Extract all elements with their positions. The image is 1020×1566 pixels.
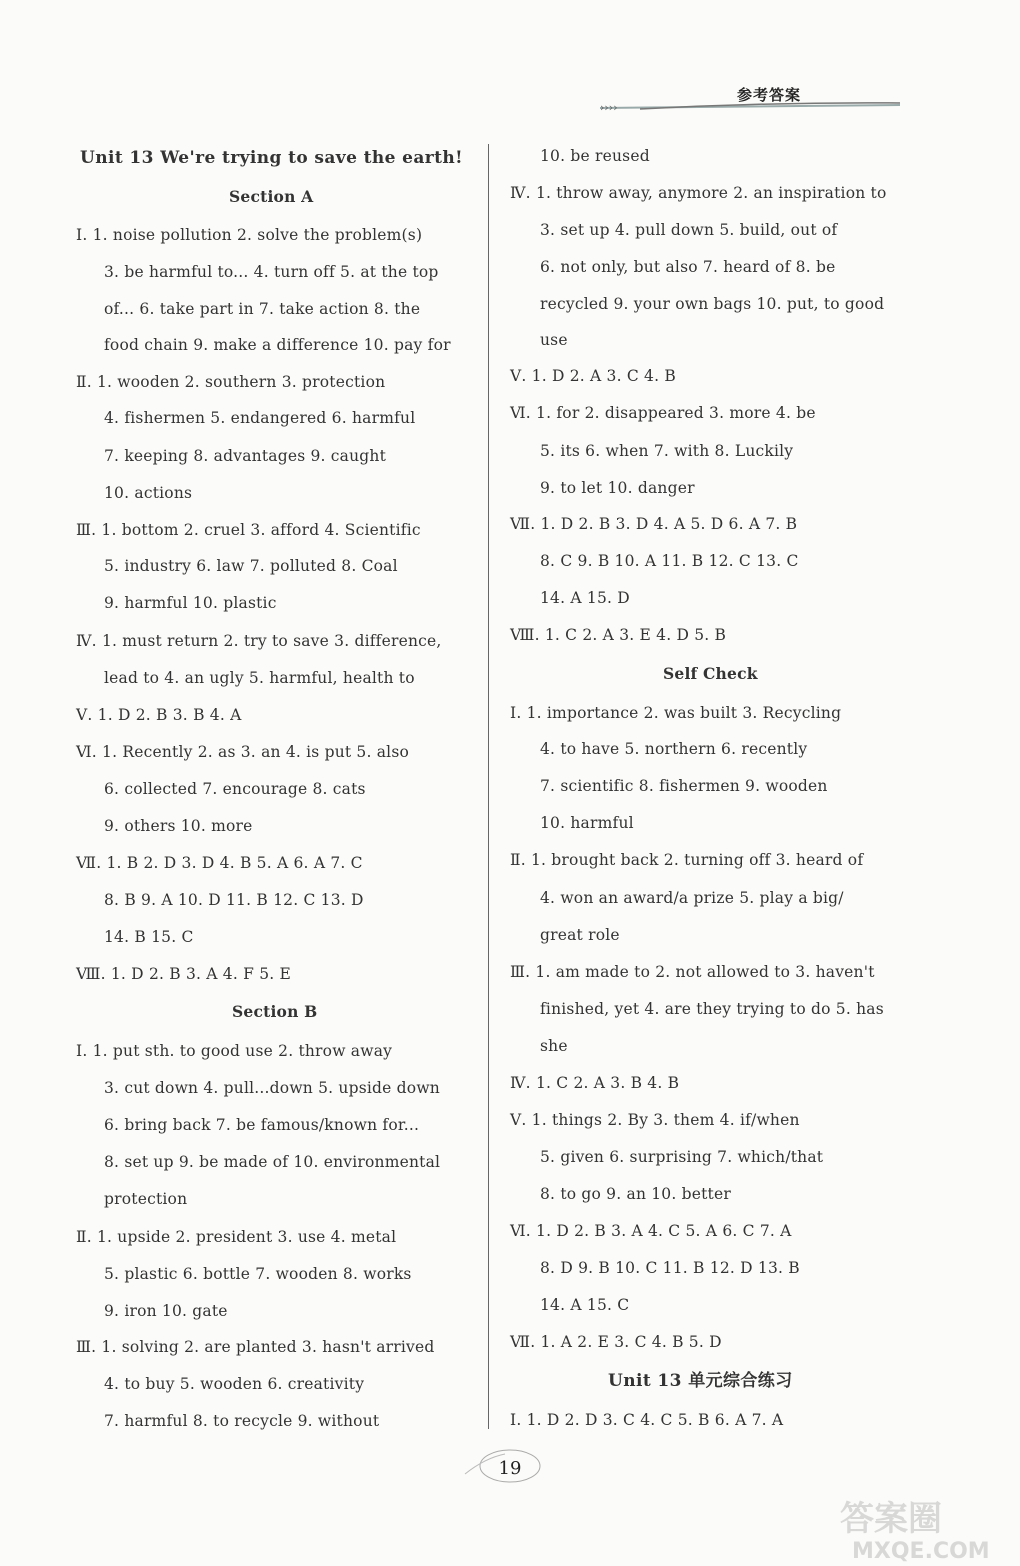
answer-line: 3. set up 4. pull down 5. build, out of (540, 221, 838, 239)
answer-line: Ⅱ. 1. wooden 2. southern 3. protection (76, 373, 386, 391)
answer-line: protection (104, 1190, 188, 1208)
answer-line: 8. set up 9. be made of 10. environmental (104, 1153, 441, 1171)
answer-line: of... 6. take part in 7. take action 8. the (104, 300, 421, 318)
answer-line: 4. to have 5. northern 6. recently (540, 740, 808, 758)
watermark-logo (838, 1490, 1013, 1562)
answer-line: 9. others 10. more (104, 817, 253, 835)
answer-line: 6. bring back 7. be famous/known for... (104, 1116, 420, 1134)
column-divider (488, 144, 489, 1429)
answer-line: Ⅱ. 1. upside 2. president 3. use 4. metal (76, 1228, 397, 1246)
answer-line: 7. scientific 8. fishermen 9. wooden (540, 777, 828, 795)
section-heading: Self Check (663, 664, 758, 683)
answer-line: Ⅴ. 1. D 2. A 3. C 4. B (510, 367, 676, 385)
svg-text:答案圈: 答案圈 (840, 1499, 942, 1539)
answer-line: use (540, 331, 568, 349)
section-heading: Section B (232, 1002, 318, 1021)
answer-line: Ⅰ. 1. put sth. to good use 2. throw away (76, 1042, 393, 1060)
answer-line: 5. its 6. when 7. with 8. Luckily (540, 442, 794, 460)
answer-line: 14. A 15. D (540, 589, 630, 607)
answer-line: Ⅰ. 1. noise pollution 2. solve the problem(s) (76, 226, 423, 244)
answer-line: 10. harmful (540, 814, 634, 832)
answer-line: 10. be reused (540, 147, 650, 165)
answer-line: she (540, 1037, 568, 1055)
page-number: 19 (498, 1458, 522, 1479)
answer-line: finished, yet 4. are they trying to do 5. has (540, 1000, 884, 1018)
answer-line: Ⅱ. 1. brought back 2. turning off 3. heard of (510, 851, 864, 869)
answer-line: Ⅵ. 1. D 2. B 3. A 4. C 5. A 6. C 7. A (510, 1222, 792, 1240)
answer-line: 3. be harmful to... 4. turn off 5. at the top (104, 263, 439, 281)
answer-line: 9. harmful 10. plastic (104, 594, 277, 612)
svg-text:››››: ›››› (600, 101, 618, 114)
header-label: 参考答案 (737, 86, 802, 104)
answer-line: 6. collected 7. encourage 8. cats (104, 780, 366, 798)
answer-line: Ⅶ. 1. A 2. E 3. C 4. B 5. D (510, 1333, 722, 1351)
answer-line: Ⅵ. 1. for 2. disappeared 3. more 4. be (510, 404, 816, 422)
answer-line: Ⅶ. 1. B 2. D 3. D 4. B 5. A 6. A 7. C (76, 854, 363, 872)
answer-line: Ⅳ. 1. throw away, anymore 2. an inspiration to (510, 184, 887, 202)
section-heading: Section A (229, 187, 314, 206)
unit-title: Unit 13 We're trying to save the earth! (80, 148, 464, 168)
answer-line: 14. B 15. C (104, 928, 194, 946)
answer-line: 10. actions (104, 484, 193, 502)
answer-line: Ⅳ. 1. must return 2. try to save 3. difference, (76, 632, 442, 650)
answer-line: 8. B 9. A 10. D 11. B 12. C 13. D (104, 891, 364, 909)
answer-line: Ⅲ. 1. solving 2. are planted 3. hasn't arrived (76, 1338, 435, 1356)
answer-line: food chain 9. make a difference 10. pay for (104, 336, 451, 354)
answer-line: recycled 9. your own bags 10. put, to good (540, 295, 885, 313)
answer-line: 5. industry 6. law 7. polluted 8. Coal (104, 557, 398, 575)
answer-line: Ⅷ. 1. C 2. A 3. E 4. D 5. B (510, 626, 727, 644)
answer-line: 6. not only, but also 7. heard of 8. be (540, 258, 836, 276)
answer-line: 8. D 9. B 10. C 11. B 12. D 13. B (540, 1259, 800, 1277)
answer-line: Ⅰ. 1. importance 2. was built 3. Recycling (510, 704, 842, 722)
answer-line: 9. to let 10. danger (540, 479, 695, 497)
header-decorative-rule (600, 100, 900, 114)
answer-line: Ⅶ. 1. D 2. B 3. D 4. A 5. D 6. A 7. B (510, 515, 798, 533)
answer-line: 9. iron 10. gate (104, 1302, 228, 1320)
answer-line: Ⅲ. 1. am made to 2. not allowed to 3. haven't (510, 963, 875, 981)
answer-line: Ⅴ. 1. D 2. B 3. B 4. A (76, 706, 242, 724)
answer-line: great role (540, 926, 620, 944)
answer-line: 3. cut down 4. pull...down 5. upside down (104, 1079, 440, 1097)
answer-line: Ⅰ. 1. D 2. D 3. C 4. C 5. B 6. A 7. A (510, 1411, 784, 1429)
answer-line: 4. to buy 5. wooden 6. creativity (104, 1375, 365, 1393)
answer-line: Ⅴ. 1. things 2. By 3. them 4. if/when (510, 1111, 800, 1129)
answer-line: 4. won an award/a prize 5. play a big/ (540, 889, 844, 907)
answer-line: 14. A 15. C (540, 1296, 630, 1314)
watermark-text: MXQE.COM (852, 1539, 990, 1562)
unit-title: Unit 13 单元综合练习 (608, 1371, 793, 1391)
answer-line: Ⅲ. 1. bottom 2. cruel 3. afford 4. Scientific (76, 521, 421, 539)
answer-line: lead to 4. an ugly 5. harmful, health to (104, 669, 415, 687)
answer-line: 8. to go 9. an 10. better (540, 1185, 731, 1203)
answer-line: 4. fishermen 5. endangered 6. harmful (104, 409, 416, 427)
answer-line: 7. harmful 8. to recycle 9. without (104, 1412, 380, 1430)
answer-line: 5. plastic 6. bottle 7. wooden 8. works (104, 1265, 412, 1283)
answer-line: Ⅷ. 1. D 2. B 3. A 4. F 5. E (76, 965, 292, 983)
answer-line: 7. keeping 8. advantages 9. caught (104, 447, 387, 465)
answer-line: Ⅵ. 1. Recently 2. as 3. an 4. is put 5. also (76, 743, 410, 761)
answer-line: Ⅳ. 1. C 2. A 3. B 4. B (510, 1074, 680, 1092)
answer-line: 5. given 6. surprising 7. which/that (540, 1148, 824, 1166)
answer-line: 8. C 9. B 10. A 11. B 12. C 13. C (540, 552, 799, 570)
